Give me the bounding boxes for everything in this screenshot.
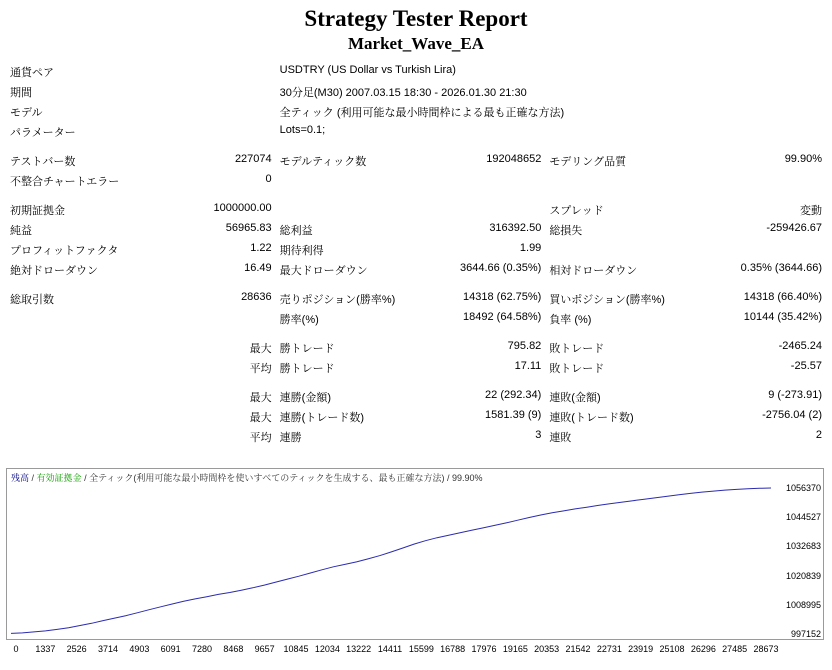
table-row [6,338,826,358]
max-consecutive-wins-money-label: 連勝(金額) [279,392,331,404]
short-positions-label: 売りポジション(勝率%) [279,294,396,306]
average-loss-label: 敗トレード [549,363,605,375]
bars-label: テストバー数 [10,156,76,168]
parameters-value: Lots=0.1; [279,124,326,136]
model-spacer [146,102,275,122]
row-spacer [6,329,826,338]
row-spacer [6,142,826,151]
net-profit-value: 56965.83 [225,222,272,234]
max-consecutive-losses-money-value: 9 (-273.91) [768,389,822,401]
short-positions-value: 14318 (62.75%) [463,291,542,303]
report-table [6,62,826,447]
max-drawdown-label: 最大ドローダウン [279,265,368,277]
legend-model-label: 全ティック(利用可能な最小時間枠を使いすべてのティックを生成する、最も正確な方法) [89,473,445,483]
largest-label: 最大 [249,343,272,355]
chart-x-tick: 26296 [690,644,716,654]
chart-x-tick: 13222 [346,644,372,654]
chart-x-tick: 25108 [659,644,685,654]
chart-x-tick: 14411 [377,644,403,654]
chart-x-tick: 1337 [35,644,56,654]
ticks-label: モデルティック数 [279,156,367,168]
table-row [6,358,826,378]
relative-drawdown-value: 0.35% (3644.66) [740,262,822,274]
row-spacer [6,280,826,289]
spread-value: 変動 [800,205,822,217]
row-spacer [6,378,826,387]
table-row [6,122,826,142]
table-row [6,220,826,240]
period-spacer [146,82,275,102]
chart-x-axis [6,644,824,660]
average-win-label: 勝トレード [279,363,335,375]
table-row [6,151,826,171]
long-positions-label: 買いポジション(勝率%) [549,294,665,306]
chart-x-tick: 12034 [314,644,340,654]
chart-x-tick: 8468 [223,644,244,654]
max-consecutive-losses-money-label: 連敗(金額) [549,392,601,404]
chart-x-tick: 10845 [283,644,309,654]
legend-equity-label: 有効証拠金 [36,473,82,483]
chart-x-tick: 27485 [722,644,748,654]
chart-x-tick: 28673 [753,644,779,654]
model-value: 全ティック (利用可能な最小時間枠による最も正確な方法) [279,107,565,119]
symbol-label: 通貨ペア [10,67,54,79]
strategy-tester-report [0,6,832,670]
period-value: 30分足(M30) 2007.03.15 18:30 - 2026.01.30 21:30 [279,87,527,99]
chart-x-tick: 2526 [66,644,87,654]
mismatch-value: 0 [265,173,272,185]
profit-factor-value: 1.22 [250,242,272,254]
bars-value: 227074 [234,153,272,165]
table-row [6,407,826,427]
chart-x-tick: 17976 [471,644,497,654]
max-consecutive-wins-count-value: 1581.39 (9) [485,409,542,421]
chart-y-tick: 1044527 [785,512,821,523]
table-row [6,260,826,280]
gross-profit-value: 316392.50 [489,222,542,234]
ticks-value: 192048652 [486,153,542,165]
long-positions-value: 14318 (66.40%) [743,291,822,303]
row-spacer [6,191,826,200]
initial-deposit-label: 初期証拠金 [10,205,65,217]
table-row [6,387,826,407]
average-win-value: 17.11 [514,360,542,372]
average-loss-value: -25.57 [790,360,822,372]
table-row [6,309,826,329]
chart-x-tick: 4903 [129,644,150,654]
max-consecutive-wins-count-label: 連勝(トレード数) [279,412,364,424]
initial-deposit-value: 1000000.00 [213,202,272,214]
average-consecutive-losses-value: 2 [815,429,822,441]
average-consecutive-wins-value: 3 [535,429,542,441]
total-trades-label: 総取引数 [10,294,54,306]
largest-win-value: 795.82 [507,340,542,352]
table-row [6,289,826,309]
largest-win-label: 勝トレード [279,343,335,355]
chart-x-tick: 19165 [502,644,528,654]
net-profit-label: 純益 [10,225,32,237]
quality-value: 99.90% [784,153,822,165]
expected-payoff-label: 期待利得 [279,245,324,257]
model-label: モデル [10,107,43,119]
chart-x-tick: 23919 [628,644,654,654]
relative-drawdown-label: 相対ドローダウン [549,265,638,277]
loss-rate-value: 10144 (35.42%) [743,311,822,323]
largest-loss-value: -2465.24 [778,340,822,352]
table-row [6,102,826,122]
page-title: Strategy Tester Report [304,6,528,31]
absolute-drawdown-label: 絶対ドローダウン [10,265,98,277]
table-row [6,171,826,191]
max-consecutive-losses-count-value: -2756.04 (2) [762,409,822,421]
loss-rate-label: 負率 (%) [549,314,592,326]
gross-loss-label: 総損失 [549,225,583,237]
win-rate-label: 勝率(%) [279,314,319,326]
total-trades-value: 28636 [241,291,272,303]
chart-x-tick: 6091 [160,644,181,654]
chart-x-tick: 3714 [97,644,119,654]
page-subtitle: Market_Wave_EA [348,34,484,53]
chart-y-tick: 1032683 [785,541,821,552]
chart-x-tick: 20353 [534,644,560,654]
chart-x-tick: 15599 [408,644,434,654]
table-row [6,200,826,220]
max-consecutive-losses-count-label: 連敗(トレード数) [549,412,634,424]
chart-x-tick: 21542 [565,644,591,654]
expected-payoff-value: 1.99 [519,242,542,254]
chart-y-tick: 997152 [790,629,821,639]
average-label: 平均 [249,363,272,375]
period-label: 期間 [10,87,32,99]
chart-plot-area [7,483,823,639]
table-row [6,240,826,260]
chart-y-tick: 1020839 [785,570,821,581]
profit-factor-label: プロフィットファクタ [10,245,119,257]
chart-y-tick: 1056370 [785,483,821,493]
quality-label: モデリング品質 [549,156,627,168]
average-consecutive-wins-label: 連勝 [279,432,302,444]
chart-x-tick: 16788 [440,644,466,654]
mismatch-label: 不整合チャートエラー [10,176,120,188]
symbol-spacer [146,62,275,82]
chart-x-tick: 0 [13,644,19,654]
table-row [6,427,826,447]
chart-y-axis [771,483,821,639]
max-consecutive-wins-money-value: 22 (292.34) [485,389,542,401]
absolute-drawdown-value: 16.49 [244,262,272,274]
max-drawdown-value: 3644.66 (0.35%) [459,262,542,274]
chart-x-tick: 22731 [596,644,622,654]
max-consecutive-money-label: 最大 [249,392,272,404]
table-row [6,82,826,102]
chart-legend: 残高 / 有効証拠金 / 全ティック(利用可能な最小時間枠を使いすべてのティックを生成する、最も正確な方法) / 99.90% [11,473,483,483]
legend-quality-label: 99.90% [452,473,483,483]
chart-x-tick: 7280 [191,644,213,654]
equity-chart [6,468,824,640]
chart-x-tick: 9657 [254,644,275,654]
parameters-spacer [146,122,275,142]
parameters-label: パラメーター [10,127,76,139]
max-consecutive-count-label: 最大 [249,412,272,424]
gross-profit-label: 総利益 [279,225,313,237]
spread-label: スプレッド [549,205,604,217]
balance-line [11,488,771,633]
largest-loss-label: 敗トレード [549,343,605,355]
win-rate-value: 18492 (64.58%) [463,311,542,323]
average-consecutive-label: 平均 [249,432,272,444]
gross-loss-value: -259426.67 [766,222,822,234]
average-consecutive-losses-label: 連敗 [549,432,572,444]
symbol-value: USDTRY (US Dollar vs Turkish Lira) [279,64,456,76]
chart-y-tick: 1008995 [785,599,821,610]
legend-balance-label: 残高 [11,473,30,483]
table-row [6,62,826,82]
